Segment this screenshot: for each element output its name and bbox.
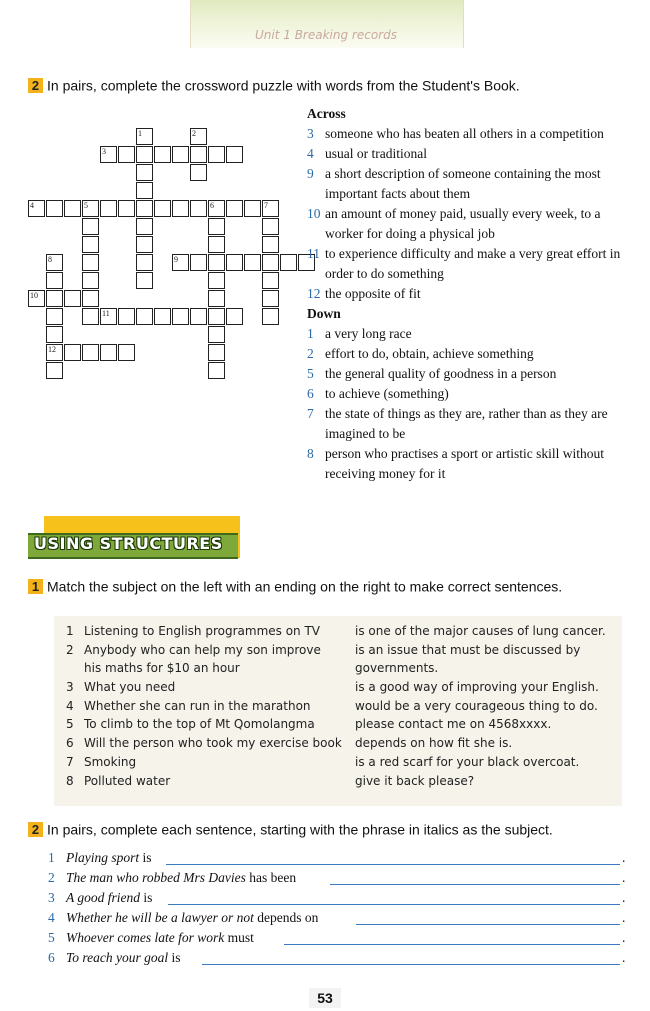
clue-number: 7 bbox=[307, 406, 314, 421]
subject-text: his maths for $10 an hour bbox=[84, 661, 240, 676]
down-clue-list bbox=[307, 324, 629, 484]
crossword-cell[interactable] bbox=[208, 308, 225, 325]
subject-text: Smoking bbox=[84, 754, 137, 769]
sentence-period: . bbox=[622, 870, 626, 885]
sentence-number: 2 bbox=[48, 870, 55, 885]
sentence-subject: Whether he will be a lawyer or not bbox=[66, 910, 254, 925]
subject-number: 4 bbox=[66, 698, 74, 713]
subject-row bbox=[66, 678, 356, 697]
sentence-subject: The man who robbed Mrs Davies bbox=[66, 870, 246, 885]
crossword-cell[interactable] bbox=[118, 200, 135, 217]
exercise-number-badge: 2 bbox=[28, 822, 43, 837]
subject-row bbox=[66, 772, 356, 791]
crossword-cell[interactable] bbox=[46, 326, 63, 343]
across-clue bbox=[307, 144, 629, 164]
sentence-period: . bbox=[622, 890, 626, 905]
clue-text: the state of things as they are, rather than as they are imagined to be bbox=[325, 406, 608, 441]
subject-text: To climb to the top of Mt Qomolangma bbox=[84, 717, 315, 732]
crossword-cell[interactable] bbox=[136, 236, 153, 253]
crossword-cell[interactable] bbox=[46, 362, 63, 379]
sentence-number: 4 bbox=[48, 910, 55, 925]
crossword-instruction bbox=[28, 76, 520, 93]
crossword-cell[interactable] bbox=[82, 308, 99, 325]
crossword-cell[interactable] bbox=[190, 308, 207, 325]
across-clue bbox=[307, 284, 629, 304]
answer-line[interactable] bbox=[330, 884, 620, 885]
sentence-item bbox=[48, 910, 628, 930]
sentence-number: 1 bbox=[48, 850, 55, 865]
subject-text: Whether she can run in the marathon bbox=[84, 698, 311, 713]
crossword-cell[interactable] bbox=[46, 290, 63, 307]
section-banner-title: USING STRUCTURES bbox=[34, 534, 223, 553]
crossword-cell[interactable] bbox=[154, 200, 171, 217]
ending-text: governments. bbox=[355, 661, 439, 676]
crossword-clue-number: 7 bbox=[264, 201, 268, 210]
crossword-cell[interactable] bbox=[64, 344, 81, 361]
ending-text: please contact me on 4568xxxx. bbox=[355, 717, 552, 732]
crossword-cell[interactable] bbox=[64, 290, 81, 307]
sentence-verb: is bbox=[140, 890, 153, 905]
answer-line[interactable] bbox=[356, 924, 620, 925]
crossword-cell[interactable] bbox=[172, 200, 189, 217]
clue-text: someone who has beaten all others in a competition bbox=[325, 126, 604, 141]
crossword-cell[interactable] bbox=[262, 236, 279, 253]
subject-number: 2 bbox=[66, 642, 74, 657]
crossword-cell[interactable] bbox=[208, 326, 225, 343]
exercise-number-badge: 2 bbox=[28, 78, 43, 93]
clue-number: 2 bbox=[307, 346, 314, 361]
crossword-cell[interactable] bbox=[280, 254, 297, 271]
subject-number: 6 bbox=[66, 736, 74, 751]
sentence-verb: depends on bbox=[253, 910, 319, 925]
crossword-cell[interactable] bbox=[172, 308, 189, 325]
crossword-cell[interactable] bbox=[262, 272, 279, 289]
subjects-column bbox=[66, 622, 356, 790]
clue-text: the opposite of fit bbox=[325, 286, 421, 301]
subject-number: 8 bbox=[66, 773, 74, 788]
crossword-clue-number: 1 bbox=[138, 129, 142, 138]
crossword-cell[interactable] bbox=[262, 308, 279, 325]
subject-text: Polluted water bbox=[84, 773, 171, 788]
sentence-verb: has been bbox=[245, 870, 297, 885]
crossword-cell[interactable] bbox=[46, 308, 63, 325]
subject-number: 5 bbox=[66, 717, 74, 732]
crossword-cell[interactable] bbox=[136, 254, 153, 271]
subject-row bbox=[66, 622, 356, 641]
subject-number: 3 bbox=[66, 680, 74, 695]
crossword-cell[interactable] bbox=[208, 254, 225, 271]
crossword-cell[interactable] bbox=[82, 218, 99, 235]
crossword-instruction-text: In pairs, complete the crossword puzzle with words from the Student's Book. bbox=[47, 77, 520, 94]
clue-number: 12 bbox=[307, 286, 321, 301]
ending-text: is an issue that must be discussed by bbox=[355, 642, 581, 657]
crossword-clue-number: 3 bbox=[102, 147, 106, 156]
crossword-cell[interactable] bbox=[118, 308, 135, 325]
crossword-clue-number: 12 bbox=[48, 345, 56, 354]
down-clue bbox=[307, 404, 629, 444]
crossword-cell[interactable] bbox=[208, 218, 225, 235]
across-clue bbox=[307, 204, 629, 244]
crossword-cell[interactable] bbox=[262, 218, 279, 235]
crossword-cell[interactable] bbox=[64, 200, 81, 217]
crossword-clue-number: 2 bbox=[192, 129, 196, 138]
sentence-subject: Playing sport bbox=[66, 850, 140, 865]
sentence-subject: A good friend bbox=[66, 890, 140, 905]
subject-row bbox=[66, 753, 356, 772]
down-clue bbox=[307, 324, 629, 344]
sentences-instruction bbox=[28, 820, 553, 837]
clue-text: to achieve (something) bbox=[325, 386, 449, 401]
crossword-cell[interactable] bbox=[118, 344, 135, 361]
clue-number: 6 bbox=[307, 386, 314, 401]
crossword-cell[interactable] bbox=[190, 164, 207, 181]
page-number: 53 bbox=[309, 988, 341, 1008]
clue-text: person who practises a sport or artistic skill without receiving money for it bbox=[325, 446, 604, 481]
ending-text: is one of the major causes of lung cancer. bbox=[355, 624, 606, 638]
answer-line[interactable] bbox=[168, 904, 620, 905]
across-clue bbox=[307, 164, 629, 204]
crossword-cell[interactable] bbox=[82, 254, 99, 271]
subject-text: Anybody who can help my son improve bbox=[84, 642, 321, 657]
crossword-cell[interactable] bbox=[136, 272, 153, 289]
clue-number: 4 bbox=[307, 146, 314, 161]
crossword-cell[interactable] bbox=[190, 200, 207, 217]
clue-text: usual or traditional bbox=[325, 146, 427, 161]
crossword-cell[interactable] bbox=[208, 272, 225, 289]
across-heading: Across bbox=[307, 106, 346, 121]
sentence-number: 3 bbox=[48, 890, 55, 905]
crossword-grid bbox=[28, 128, 300, 384]
sentence-period: . bbox=[622, 930, 626, 945]
ending-text: would be a very courageous thing to do. bbox=[355, 698, 598, 713]
crossword-cell[interactable] bbox=[136, 308, 153, 325]
ending-text: is a red scarf for your black overcoat. bbox=[355, 754, 580, 769]
sentence-subject: To reach your goal bbox=[66, 950, 169, 965]
clue-text: the general quality of goodness in a person bbox=[325, 366, 557, 381]
crossword-cell[interactable] bbox=[82, 272, 99, 289]
ending-text: give it back please? bbox=[355, 773, 475, 788]
clue-text: an amount of money paid, usually every week, to a worker for doing a physical job bbox=[325, 206, 601, 241]
crossword-cell[interactable] bbox=[208, 362, 225, 379]
clue-number: 3 bbox=[307, 126, 314, 141]
crossword-cell[interactable] bbox=[136, 200, 153, 217]
crossword-cell[interactable] bbox=[244, 200, 261, 217]
subject-row bbox=[66, 697, 356, 716]
crossword-clue-number: 5 bbox=[84, 201, 88, 210]
crossword-clue-number: 8 bbox=[48, 255, 52, 264]
crossword-cell[interactable] bbox=[262, 290, 279, 307]
down-heading: Down bbox=[307, 306, 341, 321]
clue-text: a very long race bbox=[325, 326, 412, 341]
crossword-cell[interactable] bbox=[226, 254, 243, 271]
clue-text: a short description of someone containing the most important facts about them bbox=[325, 166, 601, 201]
crossword-cell[interactable] bbox=[118, 146, 135, 163]
sentence-item bbox=[48, 930, 628, 950]
crossword-cell[interactable] bbox=[208, 236, 225, 253]
answer-line[interactable] bbox=[166, 864, 620, 865]
sentence-verb: is bbox=[139, 850, 152, 865]
crossword-cell[interactable] bbox=[136, 182, 153, 199]
across-clue bbox=[307, 124, 629, 144]
subject-row bbox=[66, 715, 356, 734]
ending-text: is a good way of improving your English. bbox=[355, 680, 599, 695]
sentence-item bbox=[48, 890, 628, 910]
crossword-cell[interactable] bbox=[136, 164, 153, 181]
clue-text: to experience difficulty and make a very great effort in order to do something bbox=[325, 246, 621, 281]
sentence-verb: must bbox=[224, 930, 254, 945]
crossword-cell[interactable] bbox=[208, 344, 225, 361]
subject-text: What you need bbox=[84, 680, 176, 695]
sentence-item bbox=[48, 870, 628, 890]
clue-number: 8 bbox=[307, 446, 314, 461]
subject-row bbox=[66, 641, 356, 660]
subject-number: 7 bbox=[66, 754, 74, 769]
sentence-period: . bbox=[622, 950, 626, 965]
subject-text: Will the person who took my exercise book bbox=[84, 736, 342, 751]
endings-column bbox=[355, 622, 617, 790]
clue-text: effort to do, obtain, achieve something bbox=[325, 346, 534, 361]
answer-line[interactable] bbox=[202, 964, 620, 965]
down-clue bbox=[307, 384, 629, 404]
crossword-clue-number: 4 bbox=[30, 201, 34, 210]
clue-number: 1 bbox=[307, 326, 314, 341]
subject-number: 1 bbox=[66, 624, 74, 638]
ending-text: depends on how fit she is. bbox=[355, 736, 513, 751]
sentence-period: . bbox=[622, 850, 626, 865]
crossword-cell[interactable] bbox=[154, 146, 171, 163]
unit-title: Unit 1 Breaking records bbox=[255, 28, 397, 42]
crossword-cell[interactable] bbox=[136, 146, 153, 163]
crossword-cell[interactable] bbox=[226, 146, 243, 163]
subject-text: Listening to English programmes on TV bbox=[84, 624, 321, 638]
exercise-number-badge: 1 bbox=[28, 579, 43, 594]
clue-number: 11 bbox=[307, 246, 320, 261]
crossword-clues bbox=[307, 104, 629, 484]
crossword-cell[interactable] bbox=[190, 146, 207, 163]
across-clue-list bbox=[307, 124, 629, 304]
crossword-cell[interactable] bbox=[136, 218, 153, 235]
crossword-cell[interactable] bbox=[226, 200, 243, 217]
sentence-subject: Whoever comes late for work bbox=[66, 930, 225, 945]
crossword-cell[interactable] bbox=[190, 254, 207, 271]
crossword-clue-number: 10 bbox=[30, 291, 38, 300]
crossword-cell[interactable] bbox=[262, 254, 279, 271]
sentences-instruction-text: In pairs, complete each sentence, starting with the phrase in italics as the subject. bbox=[47, 821, 553, 838]
crossword-clue-number: 9 bbox=[174, 255, 178, 264]
crossword-cell[interactable] bbox=[82, 236, 99, 253]
answer-line[interactable] bbox=[284, 944, 620, 945]
crossword-cell[interactable] bbox=[100, 200, 117, 217]
sentence-item bbox=[48, 950, 628, 970]
crossword-clue-number: 6 bbox=[210, 201, 214, 210]
clue-number: 5 bbox=[307, 366, 314, 381]
down-clue bbox=[307, 344, 629, 364]
sentence-item bbox=[48, 850, 628, 870]
crossword-cell[interactable] bbox=[172, 146, 189, 163]
across-clue bbox=[307, 244, 629, 284]
clue-number: 9 bbox=[307, 166, 314, 181]
sentence-verb: is bbox=[168, 950, 181, 965]
crossword-cell[interactable] bbox=[46, 272, 63, 289]
match-instruction bbox=[28, 577, 562, 594]
crossword-cell[interactable] bbox=[100, 344, 117, 361]
crossword-cell[interactable] bbox=[208, 146, 225, 163]
crossword-cell[interactable] bbox=[82, 344, 99, 361]
down-clue bbox=[307, 444, 629, 484]
crossword-cell[interactable] bbox=[244, 254, 261, 271]
crossword-cell[interactable] bbox=[82, 290, 99, 307]
subject-row bbox=[66, 734, 356, 753]
crossword-cell[interactable] bbox=[46, 200, 63, 217]
crossword-cell[interactable] bbox=[154, 308, 171, 325]
crossword-cell[interactable] bbox=[208, 290, 225, 307]
subject-row bbox=[66, 659, 356, 678]
clue-number: 10 bbox=[307, 206, 321, 221]
sentence-period: . bbox=[622, 910, 626, 925]
down-clue bbox=[307, 364, 629, 384]
sentence-number: 6 bbox=[48, 950, 55, 965]
sentence-number: 5 bbox=[48, 930, 55, 945]
crossword-cell[interactable] bbox=[226, 308, 243, 325]
crossword-clue-number: 11 bbox=[102, 309, 110, 318]
match-instruction-text: Match the subject on the left with an ending on the right to make correct sentences. bbox=[47, 578, 563, 595]
